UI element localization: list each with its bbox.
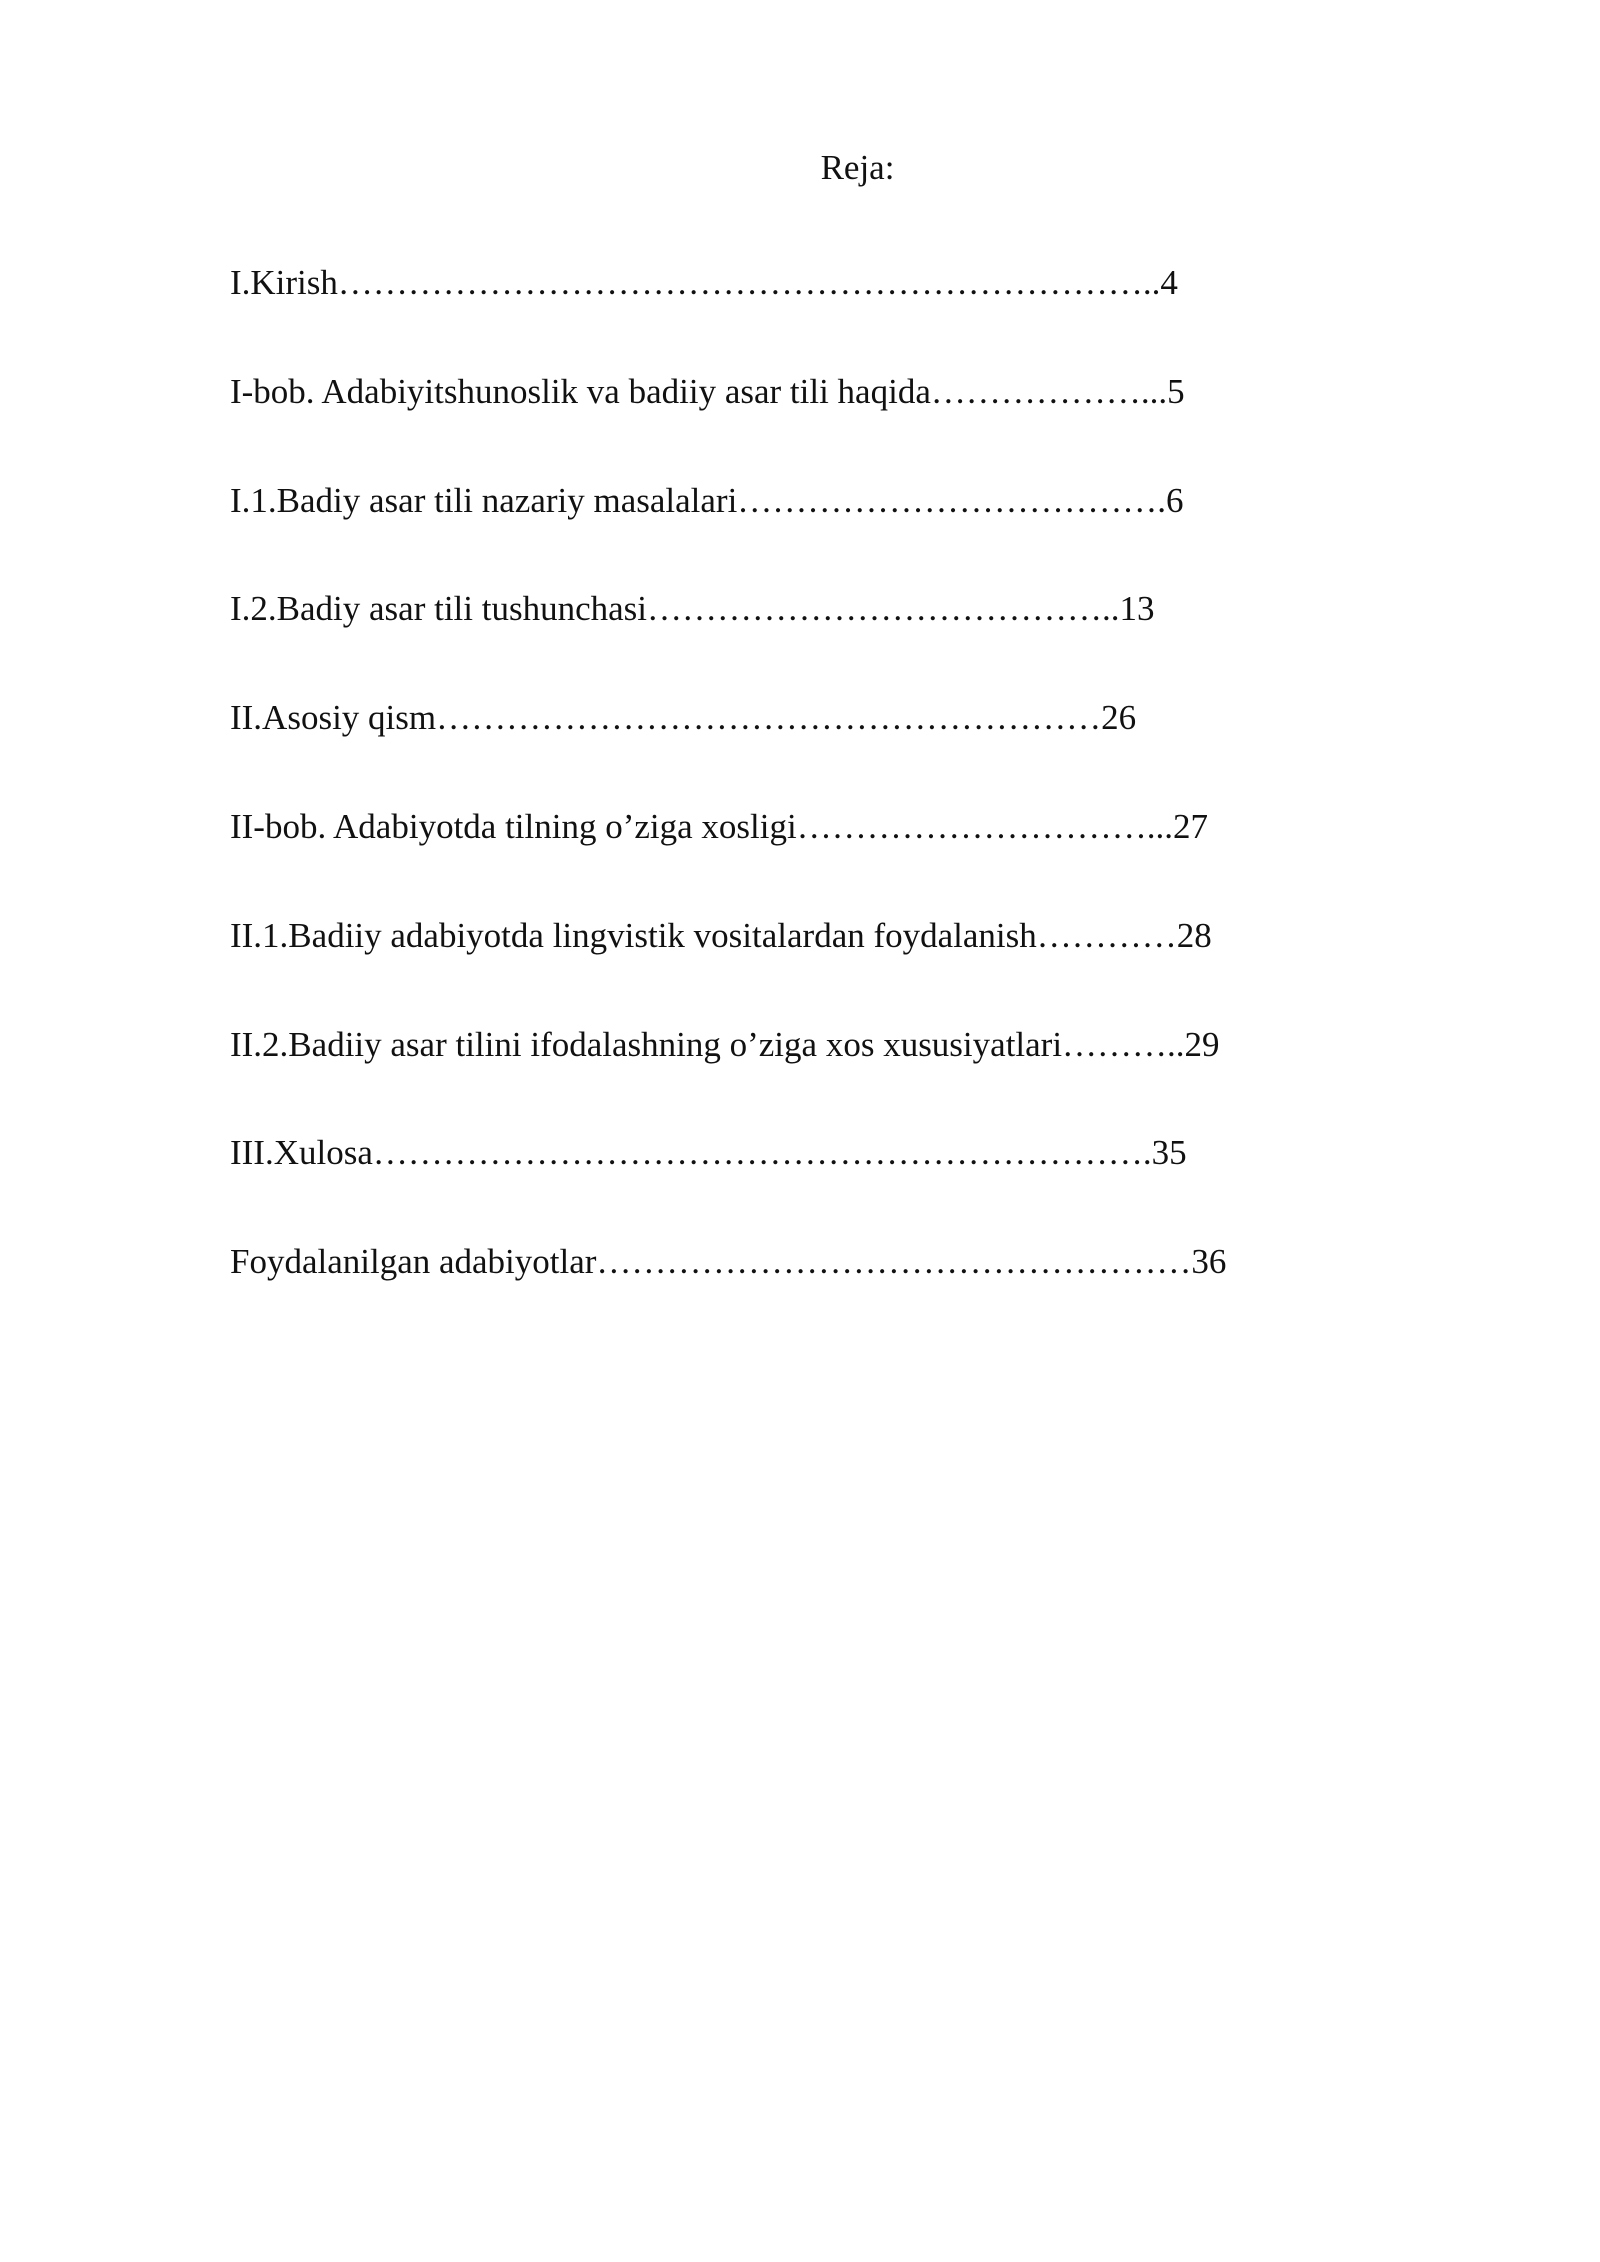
toc-entry: II.Asosiy qism…………………………………………………26 — [230, 698, 1137, 738]
toc-entry: Foydalanilgan adabiyotlar……………………………………………36 — [230, 1242, 1227, 1282]
toc-entry: I.1.Badiy asar tili nazariy masalalari……………………………….6 — [230, 480, 1184, 520]
toc-entry: II.2.Badiiy asar tilini ifodalashning o’ziga xos xususiyatlari………..29 — [230, 1024, 1220, 1064]
toc-entry: III.Xulosa………………………………………………………….35 — [230, 1133, 1187, 1173]
toc-entry: I.2.Badiy asar tili tushunchasi…………………………………..13 — [230, 589, 1155, 629]
toc-entry: II.1.Badiiy adabiyotda lingvistik vositalardan foydalanish…………28 — [230, 915, 1212, 955]
toc-entry: II-bob. Adabiyotda tilning o’ziga xosligi…………………………...27 — [230, 806, 1208, 846]
table-of-contents — [230, 258, 1226, 1346]
toc-entry: I.Kirish……………………………………………………………..4 — [230, 263, 1178, 302]
page-title: Reja: — [820, 148, 895, 187]
toc-entry: I-bob. Adabiyitshunoslik va badiiy asar tili haqida………………...5 — [230, 371, 1185, 411]
